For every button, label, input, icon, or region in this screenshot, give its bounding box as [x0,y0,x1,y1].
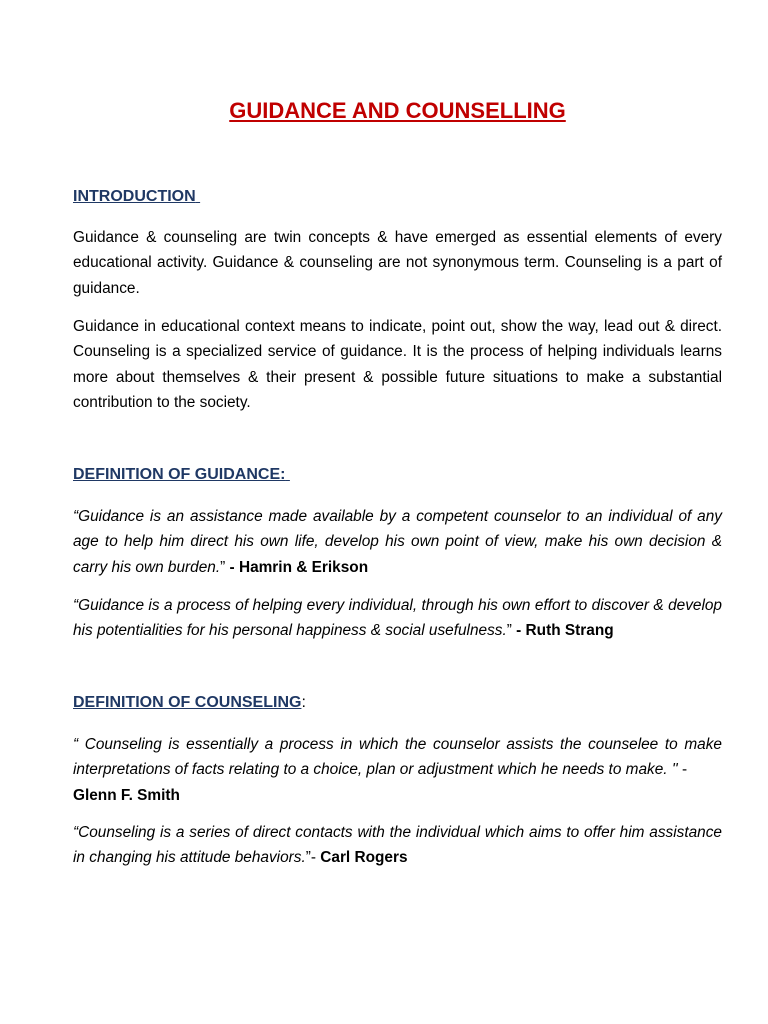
guidance-quote-2-text: “Guidance is a process of helping every individual, through his own effort to discover & develop his potentialities for his personal happiness & social usefulness. [73,597,722,640]
guidance-quote-2-closing: ” [506,622,517,640]
counseling-quote-2-closing: ”- [305,849,321,867]
guidance-quote-1-attribution: - Hamrin & Erikson [229,558,369,576]
counseling-quote-1-text: “ Counseling is essentially a process in which the counselor assists the counselee to make interpretations of facts relating to a choice, plan or adjustment which he needs to make. '' [73,736,722,779]
counseling-quote-2-attribution: Carl Rogers [320,849,408,867]
guidance-quote-1-closing: ” [220,558,230,576]
counseling-quote-1-closing: - [677,761,688,779]
definition-counseling-heading-text: DEFINITION OF COUNSELING [73,694,302,711]
counseling-quote-2-text: “Counseling is a series of direct contacts with the individual which aims to offer him assistance in changing his attitude behaviors. [73,824,722,867]
counseling-quote-2 [73,820,722,871]
counseling-quote-1 [73,732,722,808]
definition-counseling-heading [73,692,306,714]
introduction-heading-text: INTRODUCTION [73,188,196,205]
guidance-quote-1-text: “Guidance is an assistance made available by a competent counselor to an individual of any age to help him direct his own life, develop his own point of view, make his own decision & carry his own burden. [73,508,722,576]
counseling-quote-1-attribution: Glenn F. Smith [73,786,180,804]
introduction-paragraph-2: Guidance in educational context means to indicate, point out, show the way, lead out & direct. Counseling is a specialized service of guidance. It is the process of helping individuals learns more about themselves & their present & possible future situations to make a substantial contribution to the society. [73,318,722,411]
document-title: GUIDANCE AND COUNSELLING [229,98,566,123]
introduction-paragraph-1: Guidance & counseling are twin concepts & have emerged as essential elements of every educational activity. Guidance & counseling are not synonymous term. Counseling is a part of guidance. [73,229,722,297]
guidance-quote-1 [73,504,722,580]
definition-counseling-heading-suffix: : [301,694,306,711]
guidance-quote-2 [73,593,722,644]
definition-guidance-heading-text: DEFINITION OF GUIDANCE: [73,466,286,483]
introduction-heading [73,186,200,208]
guidance-quote-2-attribution: - Ruth Strang [516,622,614,640]
definition-guidance-heading [73,464,290,486]
